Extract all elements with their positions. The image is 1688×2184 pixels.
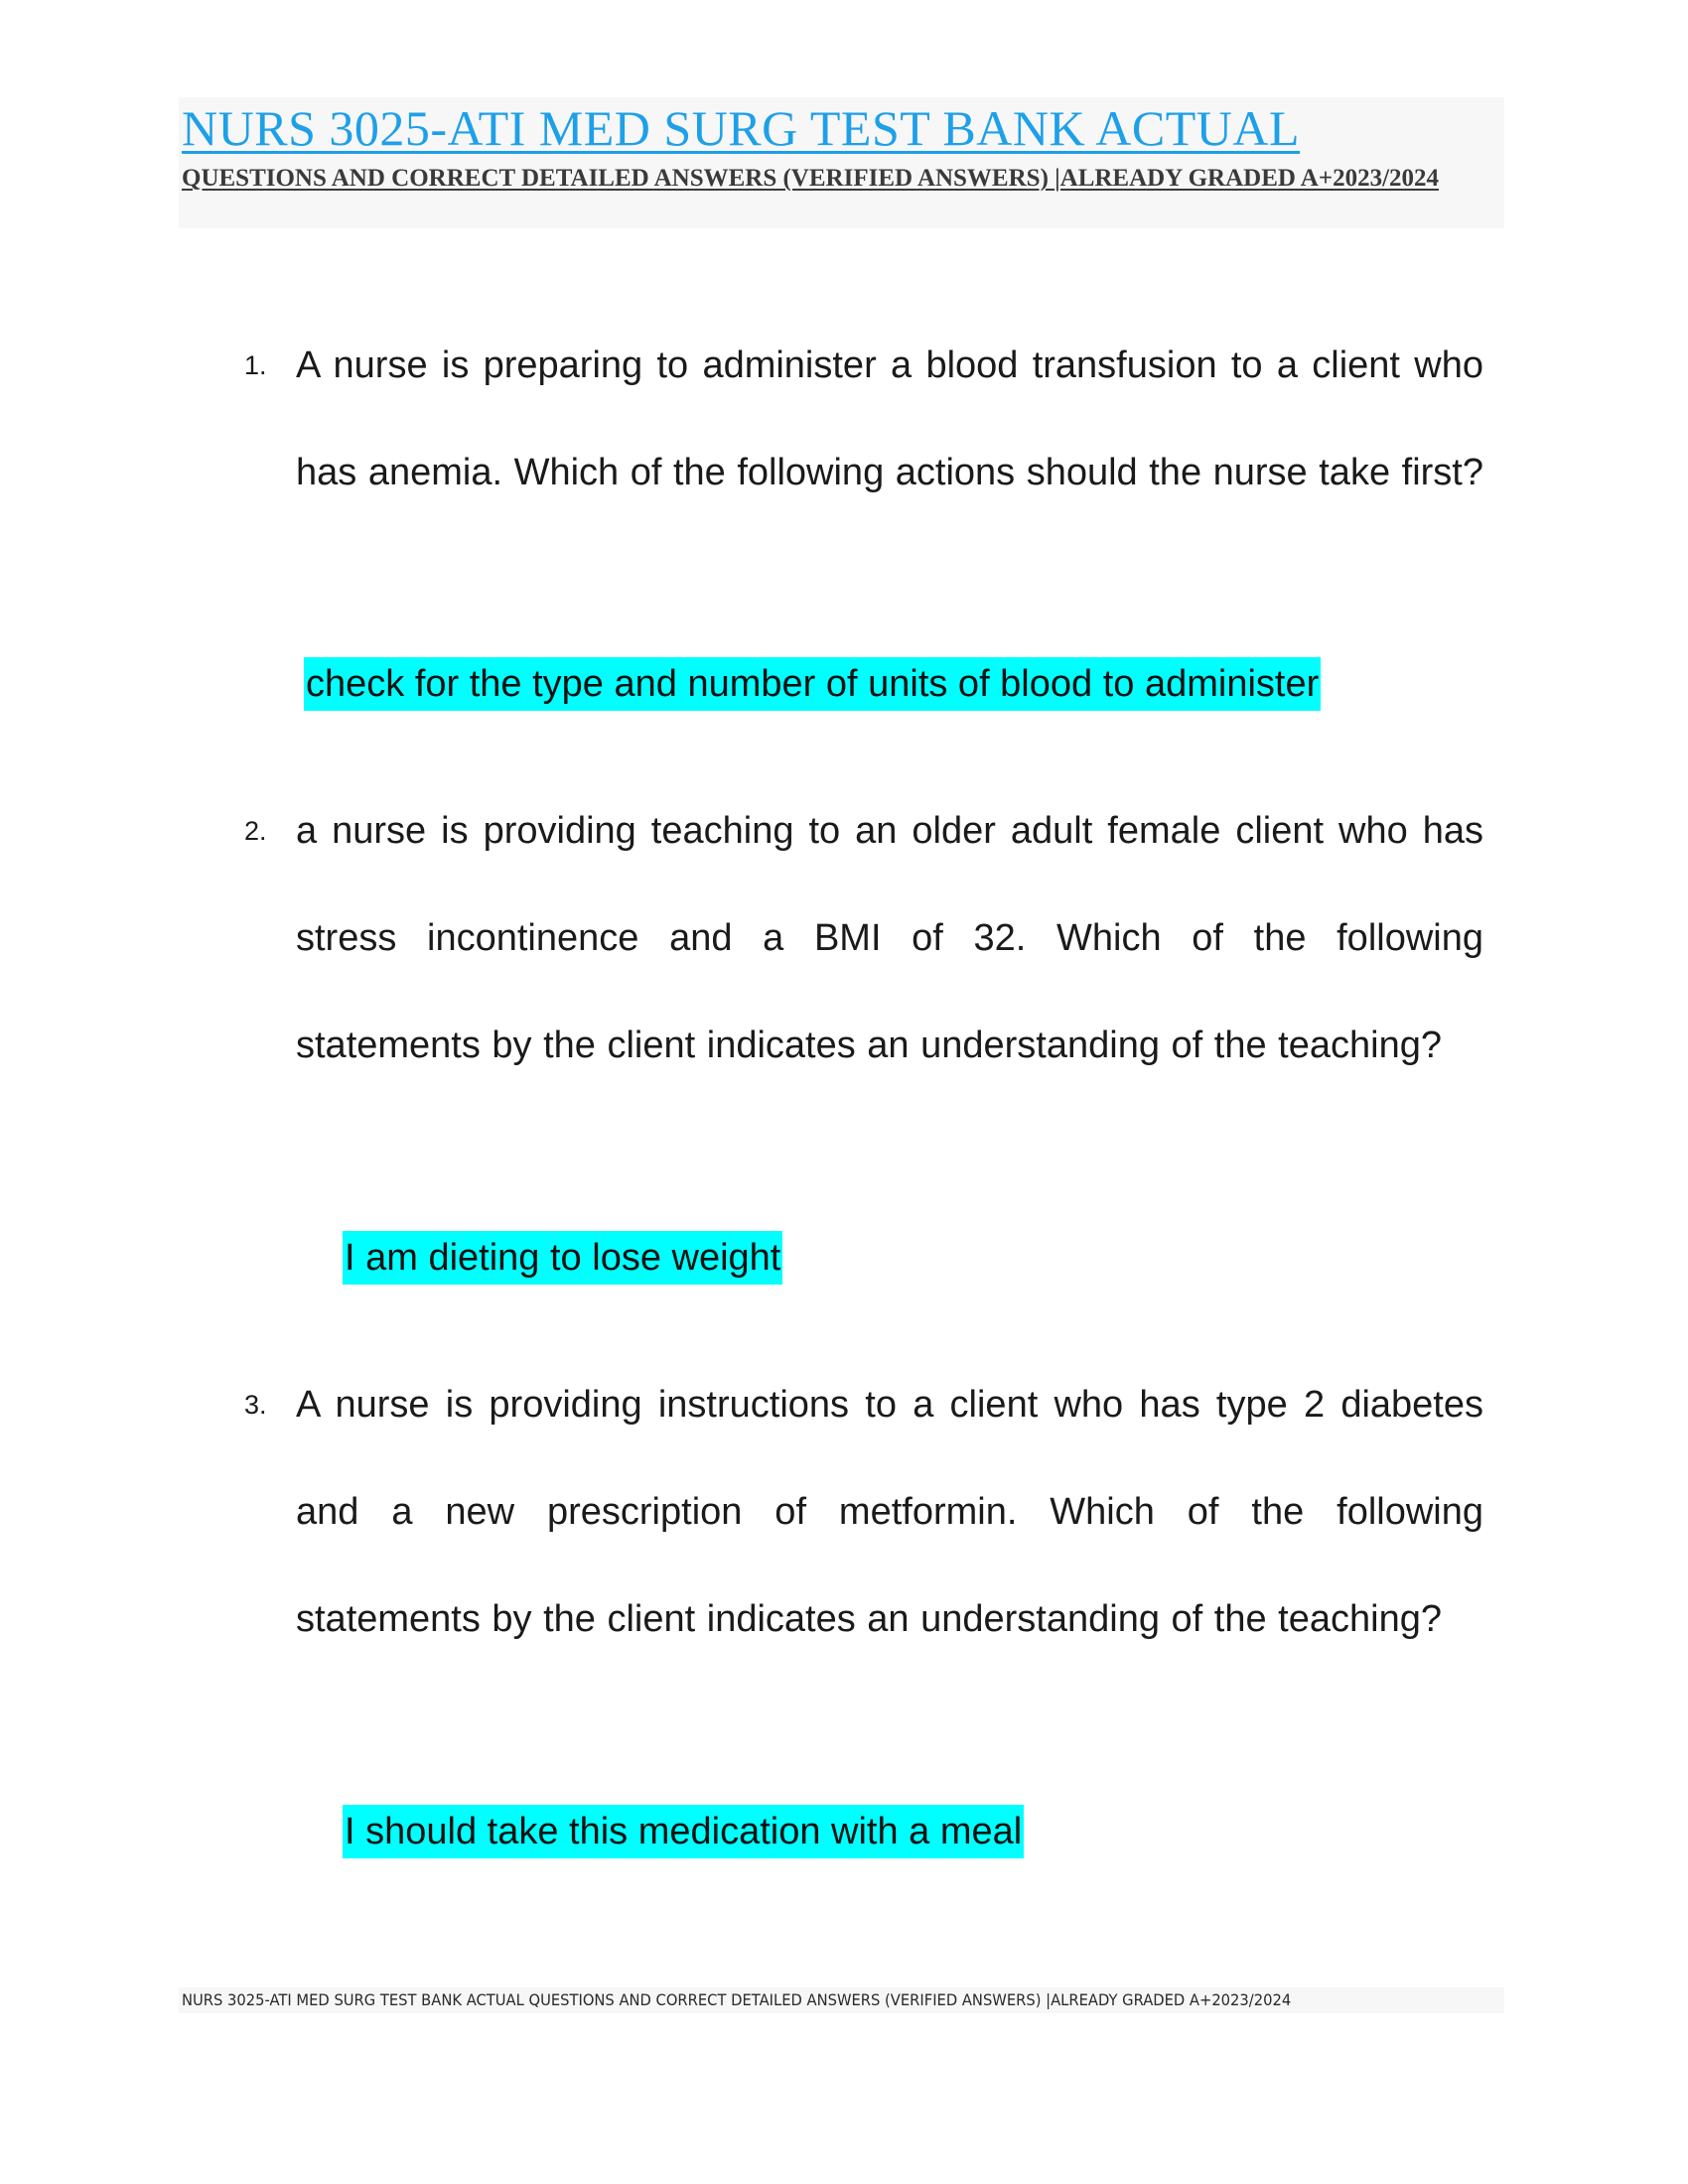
page-footer: NURS 3025-ATI MED SURG TEST BANK ACTUAL QUESTIONS AND CORRECT DETAILED ANSWERS (VERIFIED ANSWERS) |ALREADY GRADED A+2023/2024 [182, 1990, 1292, 2009]
document-title: NURS 3025-ATI MED SURG TEST BANK ACTUAL [182, 100, 1301, 156]
document-subtitle: QUESTIONS AND CORRECT DETAILED ANSWERS (VERIFIED ANSWERS) |ALREADY GRADED A+2023/2024 [182, 165, 1440, 192]
question-text: A nurse is preparing to administer a blood transfusion to a client who has anemia. Which of the following actions should the nurse take first? [296, 344, 1483, 493]
answer-highlight: check for the type and number of units of blood to administer [304, 657, 1321, 711]
answer-highlight: I should take this medication with a meal [343, 1805, 1024, 1858]
question-number: 3. [244, 1390, 267, 1420]
question-number: 1. [244, 350, 267, 380]
question-text: A nurse is providing instructions to a client who has type 2 diabetes and a new prescription of metformin. Which of the following statements by the client indicates an understanding of the teaching? [296, 1384, 1483, 1640]
question-number: 2. [244, 816, 267, 846]
question-text: a nurse is providing teaching to an older adult female client who has stress incontinence and a BMI of 32. Which of the following statements by the client indicates an understanding of the teaching? [296, 810, 1483, 1066]
answer-highlight: I am dieting to lose weight [343, 1231, 782, 1285]
